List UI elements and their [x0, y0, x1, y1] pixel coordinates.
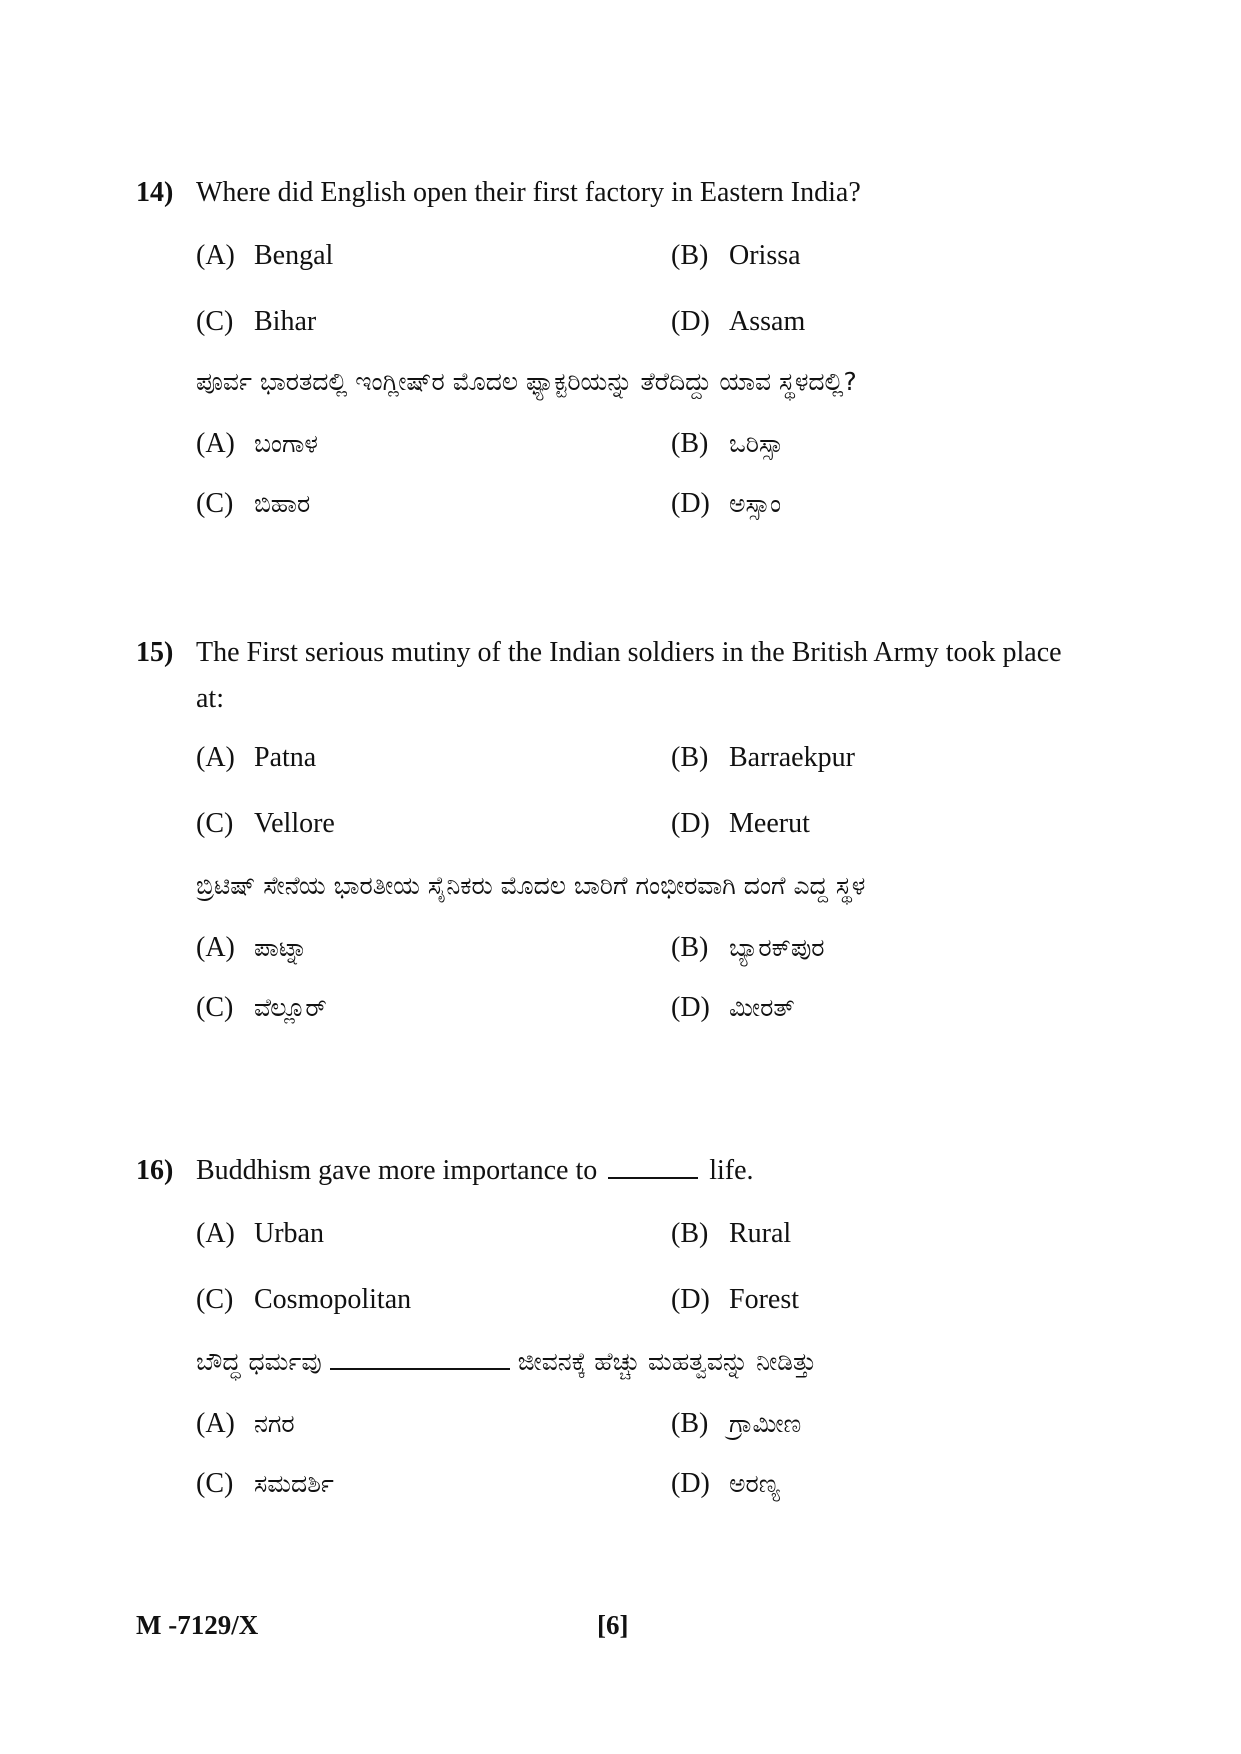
option-a-kannada: (A) ನಗರ [196, 1408, 295, 1439]
options-row [136, 296, 1096, 352]
option-b-kannada: (B) ಒರಿಸ್ಸಾ [671, 428, 784, 459]
options-row-kannada [136, 478, 1096, 538]
options-row-kannada [136, 1458, 1096, 1518]
answer-blank [608, 1155, 698, 1179]
options-row-kannada [136, 418, 1096, 478]
question-text: Buddhism gave more importance to life. [196, 1155, 754, 1186]
options-row [136, 1208, 1096, 1274]
option-a: (A) Bengal [196, 240, 334, 271]
option-d-kannada: (D) ಅಸ್ಸಾಂ [671, 488, 782, 519]
option-c: (C) Vellore [196, 808, 335, 839]
option-b: (B) Orissa [671, 240, 801, 271]
question-line [136, 170, 1096, 216]
question-16 [136, 1148, 1096, 1518]
option-a-kannada: (A) ಬಂಗಾಳ [196, 428, 318, 459]
option-b: (B) Barraekpur [671, 742, 855, 773]
option-d: (D) Forest [671, 1284, 799, 1315]
option-c-kannada: (C) ಸಮದರ್ಶಿ [196, 1468, 334, 1499]
paper-code: M -7129/X [136, 1610, 259, 1640]
question-line [136, 1148, 1096, 1194]
options-row [136, 798, 1096, 856]
page-number: [6] [597, 1610, 629, 1640]
option-c: (C) Bihar [196, 306, 317, 337]
option-d-kannada: (D) ಅರಣ್ಯ [671, 1468, 780, 1499]
question-text: Where did English open their first factory in Eastern India? [196, 177, 861, 208]
option-a-kannada: (A) ಪಾಟ್ನಾ [196, 932, 308, 963]
option-b: (B) Rural [671, 1218, 792, 1249]
option-b-kannada: (B) ಬ್ಯಾರಕ್‌ಪುರ [671, 932, 825, 963]
question-14 [136, 170, 1096, 538]
options-row [136, 1274, 1096, 1332]
option-d-kannada: (D) ಮೀರತ್ [671, 992, 795, 1023]
question-text: The First serious mutiny of the Indian soldiers in the British Army took place at: [196, 637, 1062, 714]
option-c: (C) Cosmopolitan [196, 1284, 412, 1315]
question-15 [136, 630, 1096, 1042]
question-number: 14) [136, 177, 174, 208]
question-number: 15) [136, 637, 174, 668]
options-row [136, 732, 1096, 798]
options-row [136, 230, 1096, 296]
answer-blank-kannada [330, 1348, 510, 1370]
option-d: (D) Assam [671, 306, 806, 337]
question-number: 16) [136, 1155, 174, 1186]
option-b-kannada: (B) ಗ್ರಾಮೀಣ [671, 1408, 802, 1439]
options-row-kannada [136, 922, 1096, 982]
question-text-kannada: ಬೌದ್ಧ ಧರ್ಮವು ಜೀವನಕ್ಕೆ ಹೆಚ್ಚು ಮಹತ್ವವನ್ನು ನೀಡಿತ್ತು [196, 1347, 817, 1376]
option-c-kannada: (C) ಬಿಹಾರ [196, 488, 311, 519]
question-line [136, 630, 1096, 722]
option-c-kannada: (C) ವೆಲ್ಲೂರ್ [196, 992, 327, 1023]
option-a: (A) Patna [196, 742, 317, 773]
option-d: (D) Meerut [671, 808, 810, 839]
option-a: (A) Urban [196, 1218, 324, 1249]
question-text-kannada: ಬ್ರಿಟಿಷ್ ಸೇನೆಯ ಭಾರತೀಯ ಸೈನಿಕರು ಮೊದಲ ಬಾರಿಗೆ ಗಂಭೀರವಾಗಿ ದಂಗೆ ಎದ್ದ ಸ್ಥಳ [196, 871, 866, 900]
options-row-kannada [136, 1398, 1096, 1458]
question-text-kannada: ಪೂರ್ವ ಭಾರತದಲ್ಲಿ ಇಂಗ್ಲೀಷ್‌ರ ಮೊದಲ ಫ್ಯಾಕ್ಟರಿಯನ್ನು ತೆರೆದಿದ್ದು ಯಾವ ಸ್ಥಳದಲ್ಲಿ? [196, 367, 857, 396]
options-row-kannada [136, 982, 1096, 1042]
